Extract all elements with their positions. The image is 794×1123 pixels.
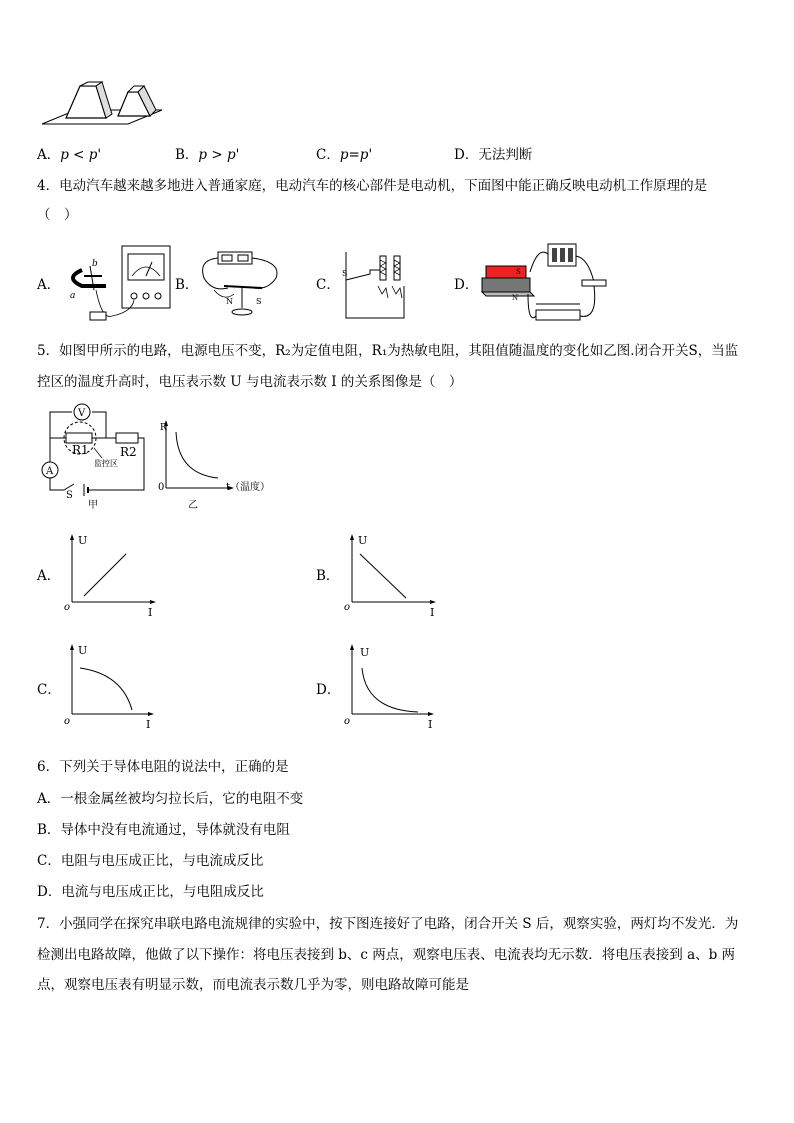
axis-u: U bbox=[78, 534, 88, 547]
q5-option-b-label: B． bbox=[316, 568, 340, 584]
q6-option-c: C．电阻与电压成正比，与电流成反比 bbox=[37, 853, 264, 869]
q4-option-a-label: A． bbox=[37, 277, 61, 293]
origin-label: 0 bbox=[158, 482, 165, 493]
q4-figure-b bbox=[198, 248, 288, 320]
label-s: S bbox=[342, 269, 348, 278]
q4-option-c-label: C． bbox=[316, 277, 340, 293]
option-text: p=p' bbox=[339, 147, 373, 163]
q6-option-d: D．电流与电压成正比，与电阻成反比 bbox=[37, 884, 264, 900]
option-label: B． bbox=[175, 147, 199, 163]
axis-i: I bbox=[430, 606, 435, 619]
caption-yi: 乙 bbox=[188, 500, 198, 511]
label-a: a bbox=[70, 291, 76, 301]
ammeter-label: A bbox=[46, 466, 54, 477]
option-label: A． bbox=[37, 147, 61, 163]
q4-stem-line1: 4．电动汽车越来越多地进入普通家庭，电动汽车的核心部件是电动机，下面图中能正确反映电动机工作原理的是 bbox=[37, 178, 708, 194]
axis-i: I bbox=[428, 718, 433, 731]
axis-o: o bbox=[344, 716, 351, 727]
q3-frustum-figure bbox=[38, 80, 168, 130]
q7-line3: 点，观察电压表有明显示数，而电流表示数几乎为零，则电路故障可能是 bbox=[37, 977, 469, 993]
q5-stem-line2: 控区的温度升高时，电压表示数 U 与电流表示数 I 的关系图像是（ ） bbox=[37, 374, 463, 390]
q5-circuit-jia bbox=[36, 402, 152, 512]
q4-option-b-label: B． bbox=[175, 277, 199, 293]
q4-option-d-label: D． bbox=[454, 277, 479, 293]
axis-i: I bbox=[146, 718, 151, 731]
q4-figure-c bbox=[340, 250, 410, 322]
q5-graph-a bbox=[60, 534, 160, 618]
q6-option-b: B．导体中没有电流通过，导体就没有电阻 bbox=[37, 822, 290, 838]
q6-stem: 6．下列关于导体电阻的说法中，正确的是 bbox=[37, 759, 289, 775]
y-axis-label: R bbox=[160, 423, 167, 433]
label-n: N bbox=[226, 297, 233, 306]
r1-label: R1 bbox=[72, 443, 89, 457]
q5-stem-line1: 5．如图甲所示的电路，电源电压不变，R₂为定值电阻，R₁为热敏电阻，其阻值随温度的变化如乙图.闭合开关S，当监 bbox=[37, 343, 739, 359]
q4-stem-line2: （ ） bbox=[37, 207, 78, 223]
axis-u: U bbox=[360, 646, 370, 659]
label-s: S bbox=[256, 297, 262, 306]
q5-graph-yi bbox=[156, 418, 292, 512]
label-s: S bbox=[516, 268, 521, 276]
option-text: p < p' bbox=[60, 147, 102, 163]
q3-option-b bbox=[175, 145, 239, 165]
q5-option-d-label: D． bbox=[316, 682, 341, 698]
option-text: p > p' bbox=[198, 147, 240, 163]
option-label: D． bbox=[454, 147, 479, 163]
caption-jia: 甲 bbox=[88, 500, 98, 511]
x-axis-label: t（温度） bbox=[226, 482, 271, 493]
q7-line1: 7．小强同学在探究串联电路电流规律的实验中，按下图连接好了电路，闭合开关 S 后，观察实验，两灯均不发光．为 bbox=[37, 916, 739, 932]
axis-u: U bbox=[358, 534, 368, 547]
label-n: N bbox=[512, 294, 519, 302]
q5-graph-c bbox=[60, 644, 160, 731]
q7-line2: 检测出电路故障，他做了以下操作：将电压表接到 b、c 两点，观察电压表、电流表均无示数．将电压表接到 a、b 两 bbox=[37, 947, 736, 963]
axis-i: I bbox=[148, 606, 153, 619]
switch-label: S bbox=[66, 490, 73, 501]
monitor-zone-label: 监控区 bbox=[94, 459, 118, 468]
axis-o: o bbox=[64, 602, 71, 613]
q5-option-c-label: C． bbox=[37, 682, 61, 698]
axis-o: o bbox=[344, 602, 351, 613]
q4-figure-a bbox=[62, 240, 174, 328]
label-b: b bbox=[92, 259, 98, 269]
q3-option-d bbox=[454, 145, 532, 165]
axis-o: o bbox=[64, 716, 71, 727]
q3-option-a bbox=[37, 145, 101, 165]
q3-option-c bbox=[316, 145, 372, 165]
r2-label: R2 bbox=[120, 445, 137, 459]
q5-option-a-label: A． bbox=[37, 568, 61, 584]
q5-graph-b bbox=[340, 534, 440, 618]
q5-graph-d bbox=[340, 644, 440, 731]
q4-figure-d bbox=[478, 238, 612, 330]
q6-option-a: A．一根金属丝被均匀拉长后，它的电阻不变 bbox=[37, 791, 304, 807]
option-text: 无法判断 bbox=[478, 147, 533, 163]
option-label: C． bbox=[316, 147, 340, 163]
axis-u: U bbox=[78, 644, 88, 657]
voltmeter-label: V bbox=[78, 408, 86, 419]
